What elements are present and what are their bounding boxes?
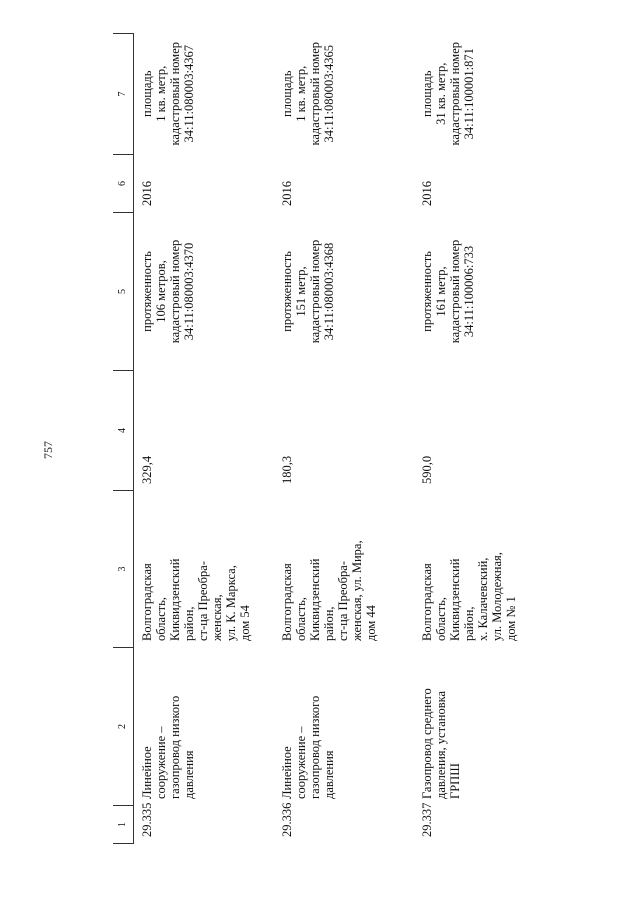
registry-table [113,33,552,844]
address-cell: Волгоградская область, Киквидзенский район, х. Калачевский, ул. Молодежная, дом № 1 [419,552,518,641]
year-cell: 2016 [279,181,294,206]
row-number-cell: 29.336 [279,802,294,837]
rotated-table-container [113,34,551,844]
page-number: 757 [41,441,55,459]
column-header-5: 5 [113,213,134,371]
row-number-cell: 29.337 [419,802,434,837]
table-row [274,34,414,844]
value-cell: 180,3 [279,455,294,484]
object-name-cell: Линейное сооружение – газопровод низкого давления [279,695,336,799]
characteristics-cell: протяженность 161 метр, кадастровый номер 34:11:100006:733 [419,239,476,344]
value-cell: 329,4 [140,455,154,484]
column-header-2: 2 [113,648,134,806]
column-header-4: 4 [113,371,134,491]
characteristics-cell: протяженность 106 метров, кадастровый номер 34:11:080003:4370 [140,239,196,344]
address-cell: Волгоградская область, Киквидзенский район, ст-ца Преобра- женская, ул. К. Маркса, дом 54 [140,558,252,641]
table-row [414,34,552,844]
column-header-6: 6 [113,155,134,213]
year-cell: 2016 [419,181,434,206]
value-cell: 590,0 [419,455,434,484]
address-cell: Волгоградская область, Киквидзенский район, ст-ца Преобра- женская, ул. Мира, дом 44 [279,540,378,641]
table-row [134,34,274,844]
land-plot-cell: площадь 1 кв. метр, кадастровый номер 34:11:080003:4365 [279,41,336,146]
column-header-3: 3 [113,491,134,648]
object-name-cell: Линейное сооружение – газопровод низкого давления [140,695,196,799]
column-header-7: 7 [113,34,134,155]
header-row [113,34,134,844]
column-header-1: 1 [113,806,134,844]
land-plot-cell: площадь 1 кв. метр, кадастровый номер 34:11:080003:4367 [140,41,196,146]
characteristics-cell: протяженность 151 метр, кадастровый номер 34:11:080003:4368 [279,239,336,344]
year-cell: 2016 [140,181,154,206]
row-number-cell: 29.335 [140,802,154,837]
object-name-cell: Газопровод среднего давления, установка ГРПШ [419,688,462,799]
land-plot-cell: площадь 31 кв. метр, кадастровый номер 34:11:100001:871 [419,41,476,146]
